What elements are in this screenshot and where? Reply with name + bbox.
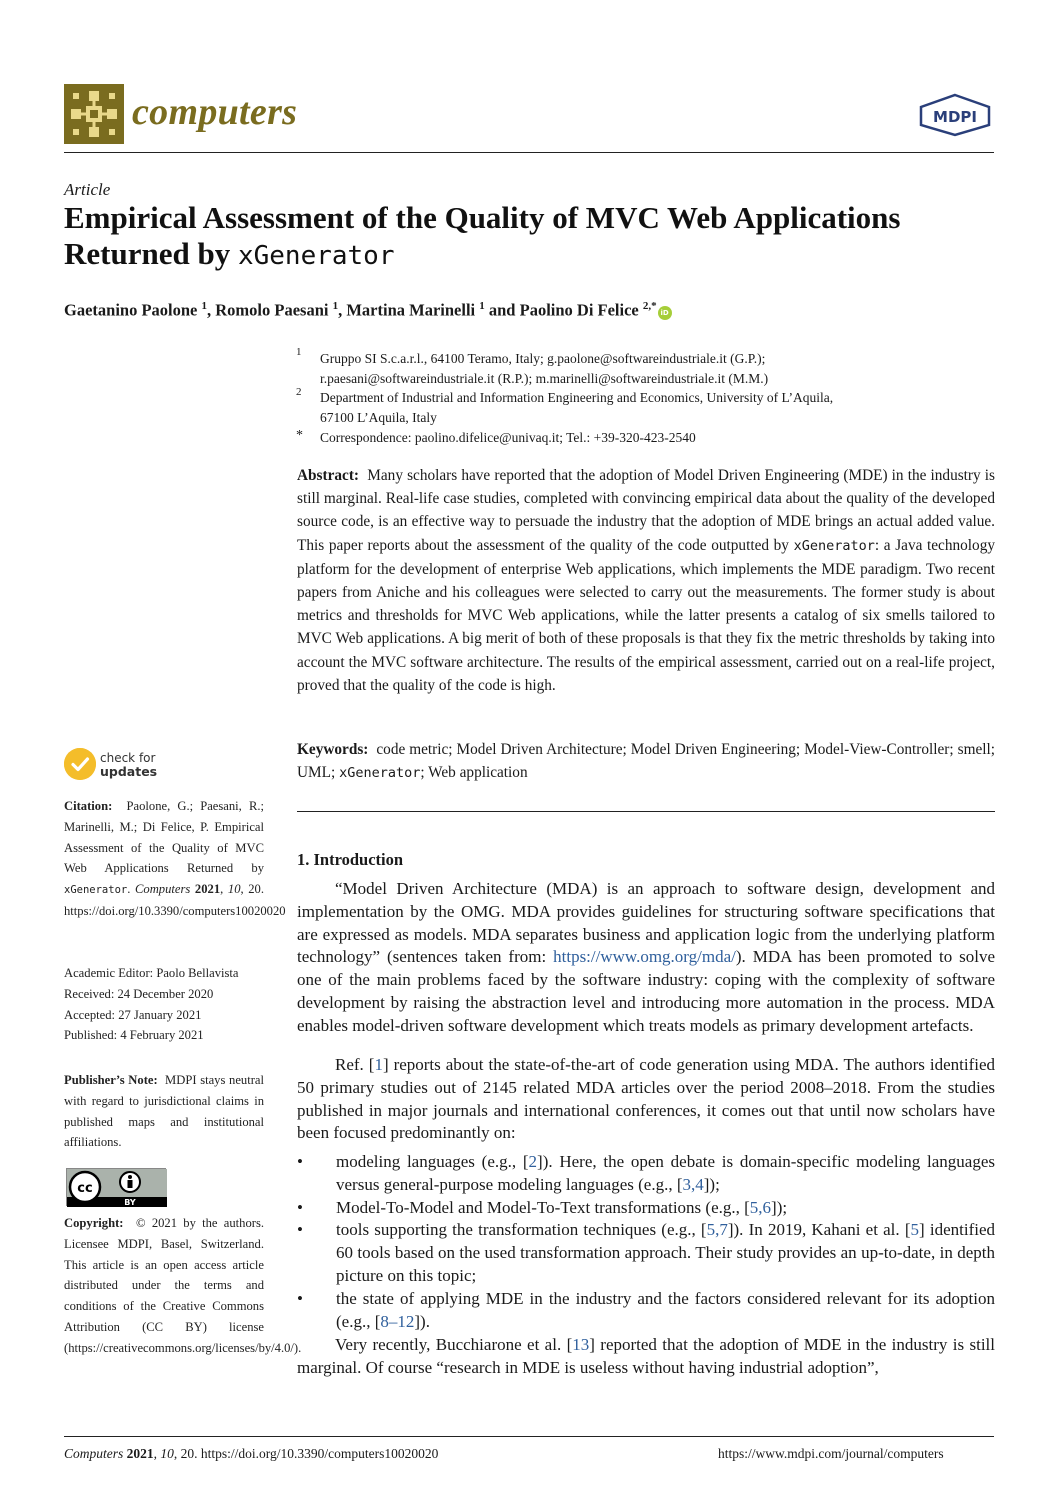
bullet-text: ]). In 2019, Kahani et al. [ — [727, 1220, 911, 1240]
bullet-text: the state of applying MDE in the industry and the factors considered relevant for its adoption (e.g., [ — [336, 1288, 995, 1331]
abstract-text-a: Many scholars have reported that the adoption of Model Driven Engineering (MDE) in the industry is still marginal. Real-life case studies, completed with convincing empirical data about the quality of the developed source code, is an effective way to persuade the industry that the adoption of MDE brings an actual added value. This paper reports about the assessment of the quality of the code outputted by — [297, 467, 995, 554]
intro-bullet-list — [297, 1151, 995, 1333]
abstract — [297, 464, 995, 697]
footer-vol: 10 — [160, 1446, 174, 1461]
section-divider — [297, 811, 995, 812]
author-4[interactable]: Paolino Di Felice — [519, 300, 639, 320]
citation-year: 2021 — [194, 882, 221, 897]
cc-by-license-icon[interactable] — [66, 1168, 166, 1206]
ref-link[interactable]: 5,6 — [749, 1197, 772, 1217]
footer-divider — [64, 1436, 994, 1437]
academic-editor: Academic Editor: Paolo Bellavista — [64, 966, 239, 980]
journal-logo-icon — [64, 84, 124, 144]
intro-paragraph-2 — [297, 1054, 995, 1145]
author-1[interactable]: Gaetanino Paolone — [64, 300, 198, 320]
para1-text-b: ). MDA has been promoted to solve one of the main problems faced by the software industry: coping with the complexity of software development by raising the abstraction level and introducing more automation in the process. MDA enables model-driven software development which treats models as primary development artefacts. — [297, 947, 996, 1035]
affiliation-1-line1: Gruppo SI S.c.a.r.l., 64100 Teramo, Italy; g.paolone@softwareindustriale.it (G.P.); — [320, 351, 766, 366]
footer-year: 2021 — [126, 1446, 154, 1461]
check-for-updates-button[interactable] — [100, 752, 157, 779]
keywords-code: xGenerator — [339, 765, 421, 782]
author-4-affil: 2,* — [642, 300, 657, 312]
bullet-text: modeling languages (e.g., [ — [336, 1152, 529, 1171]
bullet-text: ]); — [703, 1174, 720, 1194]
copyright-block — [64, 1213, 302, 1359]
footer-journal-url[interactable]: https://www.mdpi.com/journal/computers — [718, 1446, 944, 1461]
author-3[interactable]: Martina Marinelli — [346, 300, 476, 320]
publisher-note-text: MDPI stays neutral with regard to jurisdictional claims in published maps and institutional affiliations. — [64, 1073, 265, 1150]
para3-text-b: ] reported that the adoption of MDE in the industry is still marginal. Of course “research in MDE is useless without having industrial adoption”, — [297, 1335, 995, 1377]
citation-journal: Computers — [135, 882, 191, 897]
abstract-label: Abstract: — [297, 467, 360, 484]
section-heading: 1. Introduction — [297, 850, 404, 869]
citation-block: Citation: Paolone, G.; Paesani, R.; Marinelli, M.; Di Felice, P. Empirical Assessment of the Quality of MVC Web Applications Returned by xGenerator. Computers 2021, 10, 20. https://doi.org/10.3390/computers10020020 — [64, 799, 286, 918]
para2-text-a: Ref. [ — [335, 1055, 375, 1074]
list-item — [297, 1219, 995, 1287]
para1-text-a: “Model Driven Architecture (MDA) is an approach to software design, development and implementation by the OMG. MDA provides guidelines for structuring software specifications that are expressed as models. MDA separates business and application logic from the underlying platform technology” (sentences taken from: — [297, 879, 995, 967]
para2-text-b: ] reports about the state-of-the-art of code generation using MDA. The authors identified 50 primary studies out of 2145 related MDA articles over the period 2008–2018. From the studies published in major journals and international conferences, it comes out that until now scholars have been focused predominantly on: — [297, 1055, 996, 1143]
affiliation-1 — [320, 349, 1000, 389]
affiliation-1-number: 1 — [296, 346, 302, 358]
orcid-icon[interactable]: iD — [658, 306, 672, 320]
citation-code: xGenerator — [64, 884, 128, 897]
footer-journal: Computers — [64, 1446, 124, 1461]
check-line1: check for — [100, 751, 156, 765]
header-divider — [64, 152, 994, 153]
correspondence: Correspondence: paolino.difelice@univaq.it; Tel.: +39-320-423-2540 — [320, 430, 696, 445]
citation-vol: 10 — [227, 882, 241, 897]
affiliation-2-number: 2 — [296, 386, 302, 398]
page-title — [64, 200, 1004, 274]
author-2[interactable]: Romolo Paesani — [215, 300, 329, 320]
keywords-text-a: code metric; Model Driven Architecture; Model Driven Engineering; Model-View-Controller; smell; UML; — [297, 741, 996, 782]
affiliation-1-line2: r.paesani@softwareindustriale.it (R.P.); m.marinelli@softwareindustriale.it (M.M.) — [320, 371, 769, 386]
mdpi-logo-text: MDPI — [933, 108, 977, 126]
bullet-text: tools supporting the transformation techniques (e.g., [ — [336, 1220, 707, 1240]
list-item — [297, 1288, 995, 1334]
publisher-note — [64, 1070, 264, 1153]
ref-link[interactable]: 1 — [374, 1055, 383, 1074]
cc-left-text: cc — [77, 1181, 93, 1196]
bullet-text: ]). Here, the open debate is domain-specific modeling languages versus general-purpose modeling languages (e.g., [ — [336, 1152, 995, 1194]
author-3-affil: 1 — [479, 300, 485, 312]
keywords-label: Keywords: — [297, 741, 369, 758]
abstract-text-b: : a Java technology platform for the development of enterprise Web applications, which implements the MDE paradigm. Two recent papers from Aniche and his colleagues were selected to carry out the measurements. The former study is about metrics and thresholds for MVC Web applications, while the latter presents a catalog of six smells tailored to MVC Web applications. A big merit of both of these proposals is that they fix the metric thresholds by taking into account the MVC software architecture. The results of the empirical assessment, carried out on a real-life project, proved that the quality of the code is high. — [297, 536, 995, 694]
intro-paragraph-3 — [297, 1334, 995, 1380]
accepted-date: Accepted: 27 January 2021 — [64, 1007, 202, 1022]
author-list — [64, 300, 672, 321]
publisher-note-label: Publisher’s Note: — [64, 1073, 158, 1087]
author-2-affil: 1 — [332, 300, 339, 312]
omg-mda-link[interactable]: https://www.omg.org/mda/ — [553, 947, 736, 967]
bullet-text: ]). — [414, 1311, 430, 1331]
abstract-code: xGenerator — [793, 537, 875, 554]
ref-link[interactable]: 5,7 — [706, 1220, 728, 1240]
published-date: Published: 4 February 2021 — [64, 1028, 204, 1043]
author-1-affil: 1 — [201, 300, 208, 312]
affiliation-2-line1: Department of Industrial and Information Engineering and Economics, University of L’Aquila, — [320, 390, 834, 405]
keywords — [297, 738, 995, 785]
list-item — [297, 1151, 995, 1197]
citation-text-b: . — [127, 882, 135, 897]
citation-text-a: Paolone, G.; Paesani, R.; Marinelli, M.; Di Felice, P. Empirical Assessment of the Quality of MVC Web Applications Returned by — [64, 799, 264, 876]
ref-link[interactable]: 5 — [910, 1220, 919, 1240]
ref-link[interactable]: 2 — [528, 1152, 538, 1171]
citation-label: Citation: — [64, 799, 113, 813]
keywords-text-b: ; Web application — [420, 764, 528, 782]
dates-block — [64, 963, 264, 1046]
article-type: Article — [64, 180, 111, 199]
footer-citation: Computers 2021, 10, 20. https://doi.org/10.3390/computers10020020 — [64, 1446, 439, 1461]
affiliation-2-line2: 67100 L’Aquila, Italy — [320, 410, 437, 425]
author-sep: and — [484, 300, 520, 320]
list-item — [297, 1197, 995, 1220]
bullet-text: ]); — [771, 1197, 788, 1217]
ref-link[interactable]: 8–12 — [380, 1311, 415, 1331]
author-sep: , — [207, 300, 216, 320]
check-line2: updates — [100, 764, 158, 779]
bullet-text: ] identified 60 tools based on the used transformation approach. Their study provides an up-to-date, in depth picture on this topic; — [336, 1220, 995, 1285]
received-date: Received: 24 December 2020 — [64, 986, 214, 1001]
author-sep: , — [338, 300, 347, 320]
copyright-label: Copyright: — [64, 1216, 124, 1230]
bullet-text: Model-To-Model and Model-To-Text transformations (e.g., [ — [336, 1197, 750, 1217]
title-line1: Empirical Assessment of the Quality of MVC Web Applications — [64, 200, 901, 235]
title-line2-code: xGenerator — [237, 241, 395, 271]
journal-name: computers — [132, 91, 298, 133]
intro-paragraph-1 — [297, 878, 995, 1038]
copyright-text: © 2021 by the authors. Licensee MDPI, Basel, Switzerland. This article is an open access article distributed under the terms and conditions of the Creative Commons Attribution (CC BY) license (https://creativecommons.org/licenses/by/4.0/). — [64, 1216, 302, 1355]
check-for-updates-icon[interactable] — [64, 748, 96, 780]
citation-text-c: , 20. https://doi.org/10.3390/computers10020020 — [64, 882, 286, 918]
cc-by-text: BY — [124, 1198, 136, 1207]
ref-link[interactable]: 13 — [572, 1335, 590, 1354]
mdpi-logo-icon — [918, 93, 992, 137]
title-line2-prefix: Returned by — [64, 236, 238, 271]
ref-link[interactable]: 3,4 — [682, 1174, 704, 1194]
correspondence-marker: * — [296, 428, 303, 443]
footer-doi: , 20. https://doi.org/10.3390/computers10020020 — [173, 1446, 439, 1461]
affiliation-2 — [320, 388, 1000, 428]
para3-text-a: Very recently, Bucchiarone et al. [ — [335, 1335, 573, 1354]
